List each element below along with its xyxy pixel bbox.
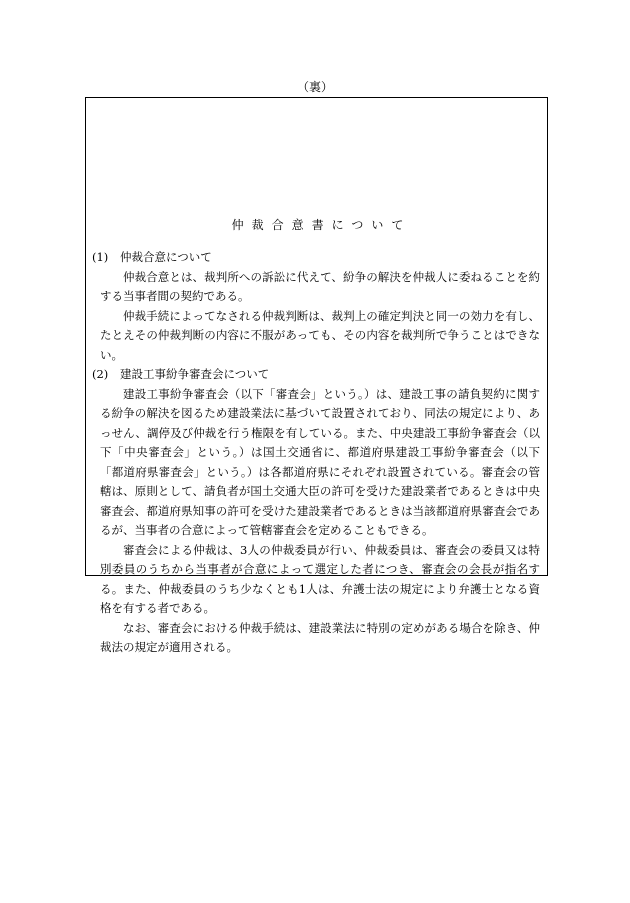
section-heading-text: 建設工事紛争審査会について	[120, 367, 270, 381]
section-heading	[92, 365, 540, 385]
section-number: (2)	[92, 367, 109, 381]
document-frame	[85, 97, 548, 654]
page-side-label: （裏）	[296, 80, 333, 94]
document-body	[92, 248, 540, 658]
paragraph: 審査会による仲裁は、3人の仲裁委員が行い、仲裁委員は、審査会の委員又は特別委員のうちから当事者が合意によって選定した者につき、審査会の会長が指名する。また、仲裁委員のうち少なくとも1人は、弁護士法の規定により弁護士となる資格を有する者である。	[100, 542, 540, 615]
section-heading-text: 仲裁合意について	[120, 250, 212, 264]
paragraph: 建設工事紛争審査会（以下「審査会」という。）は、建設工事の請負契約に関する紛争の解決を図るため建設業法に基づいて設置されており、同法の規定により、あっせん、調停及び仲裁を行う権限を有している。また、中央建設工事紛争審査会（以下「中央審査会」という。）は国土交通省に、都道府県建設工事紛争審査会（以下「都道府県審査会」という。）は各都道府県にそれぞれ設置されている。審査会の管轄は、原則として、請負者が国土交通大臣の許可を受けた建設業者であるときは中央審査会、都道府県知事の許可を受けた建設業者であるときは当該都道府県審査会であるが、当事者の合意によって管轄審査会を定めることもできる。	[100, 386, 540, 537]
paragraph: なお、審査会における仲裁手続は、建設業法に特別の定めがある場合を除き、仲裁法の規定が適用される。	[100, 620, 540, 654]
section-dispute-committee	[92, 365, 540, 658]
section-arbitration-agreement	[92, 248, 540, 365]
section-number: (1)	[92, 250, 109, 264]
section-heading	[92, 248, 540, 268]
document-title: 仲裁合意書について	[231, 218, 412, 232]
paragraph: 仲裁手続によってなされる仲裁判断は、裁判上の確定判決と同一の効力を有し、たとえその仲裁判断の内容に不服があっても、その内容を裁判所で争うことはできない。	[100, 308, 540, 362]
paragraph: 仲裁合意とは、裁判所への訴訟に代えて、紛争の解決を仲裁人に委ねることを約する当事者間の契約である。	[100, 269, 540, 303]
